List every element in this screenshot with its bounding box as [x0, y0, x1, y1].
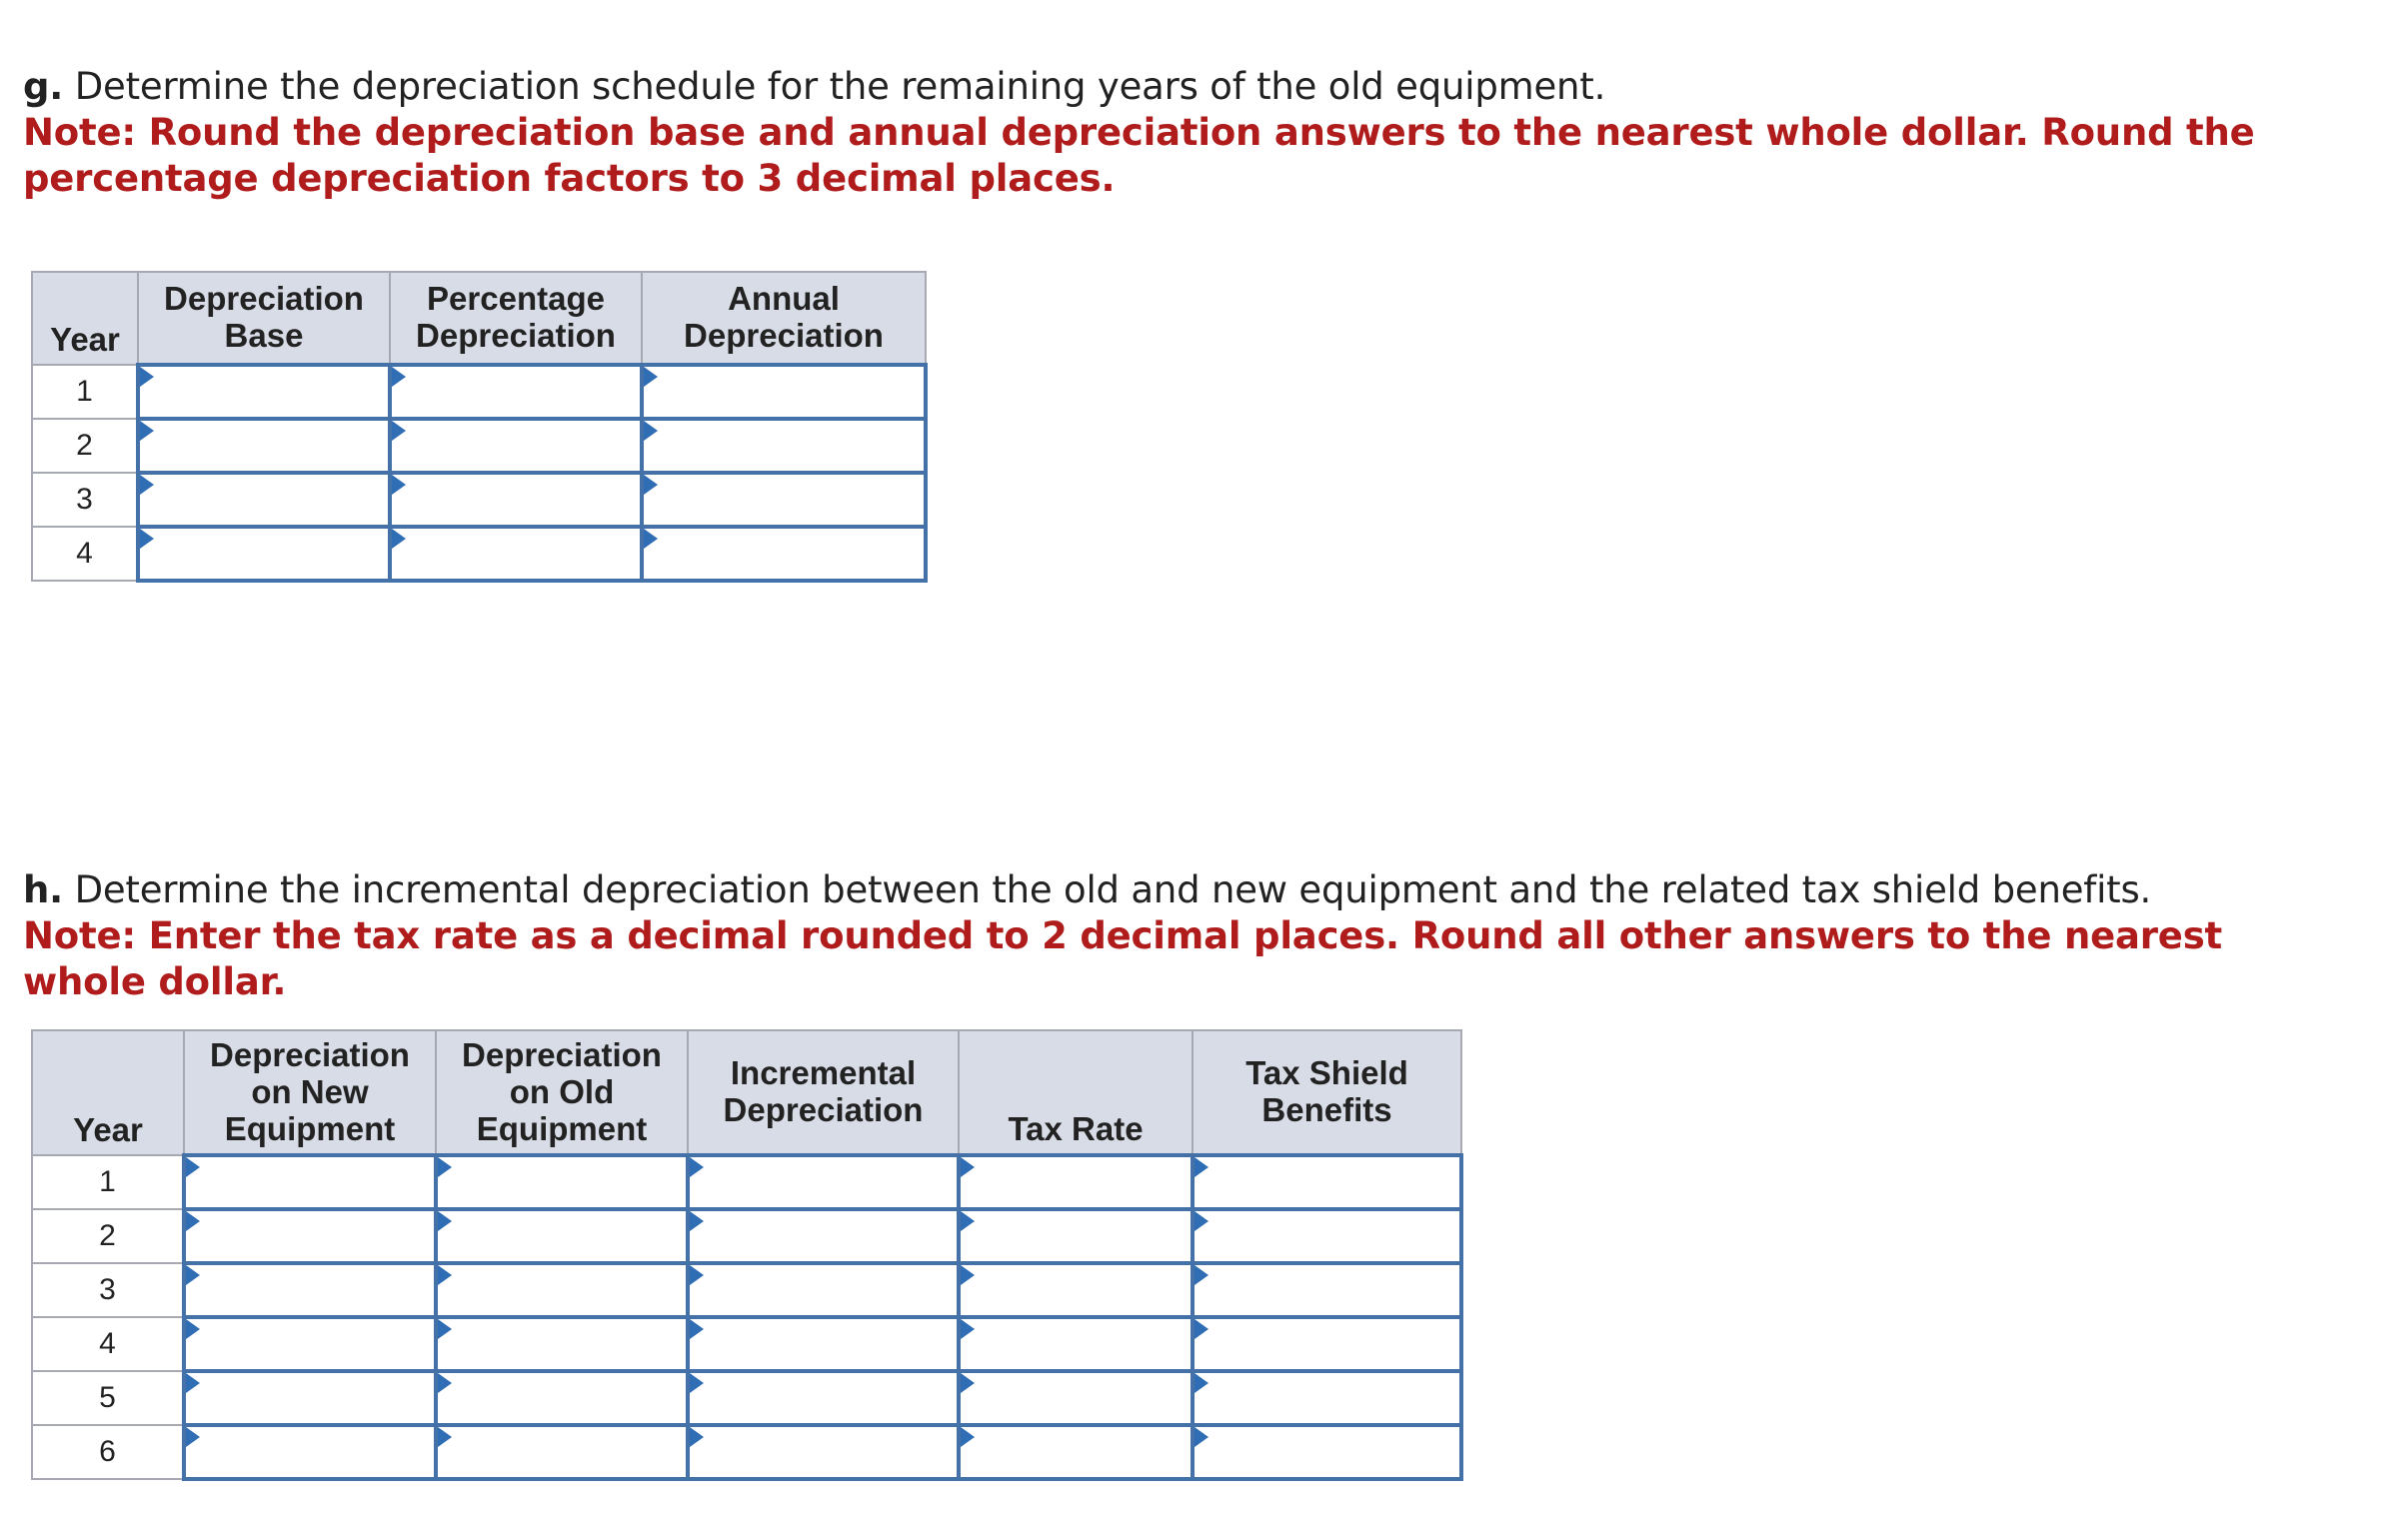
depreciation-old-cell — [436, 1425, 688, 1479]
depreciation-new-input[interactable] — [186, 1427, 434, 1477]
section-g-note: Note: Round the depreciation base and annual depreciation answers to the nearest whole dollar. Round the percentage depreciation factors to 3 decimal places. — [23, 111, 2255, 200]
tax-shield-benefits-cell — [1193, 1209, 1461, 1263]
tax-shield-benefits-input[interactable] — [1195, 1211, 1459, 1261]
tax-rate-cell — [959, 1371, 1193, 1425]
table-row — [32, 1155, 1461, 1209]
tax-shield-benefits-cell — [1193, 1263, 1461, 1317]
table-row — [32, 419, 926, 473]
year-cell: 3 — [32, 473, 138, 527]
depreciation-new-input[interactable] — [186, 1265, 434, 1315]
tax-rate-input[interactable] — [961, 1427, 1191, 1477]
table-row — [32, 527, 926, 581]
depreciation-old-input[interactable] — [438, 1427, 686, 1477]
depreciation-new-cell — [184, 1155, 436, 1209]
depreciation-old-cell — [436, 1155, 688, 1209]
tax-shield-benefits-input[interactable] — [1195, 1157, 1459, 1207]
annual-depreciation-input[interactable] — [644, 529, 924, 579]
percentage-depreciation-input[interactable] — [392, 421, 640, 471]
annual-depreciation-cell — [642, 527, 926, 581]
percentage-depreciation-cell — [390, 473, 642, 527]
tax-rate-input[interactable] — [961, 1373, 1191, 1423]
depreciation-base-cell — [138, 473, 390, 527]
incremental-depreciation-input[interactable] — [690, 1427, 957, 1477]
annual-depreciation-column-header: Annual Depreciation — [642, 272, 926, 365]
depreciation-schedule-table — [31, 271, 928, 583]
annual-depreciation-cell — [642, 473, 926, 527]
year-cell: 3 — [32, 1263, 184, 1317]
incremental-depreciation-column-header: Incremental Depreciation — [688, 1030, 959, 1155]
year-cell: 6 — [32, 1425, 184, 1479]
depreciation-base-input[interactable] — [140, 367, 388, 417]
depreciation-old-cell — [436, 1263, 688, 1317]
year-column-header: Year — [32, 1030, 184, 1155]
year-cell: 5 — [32, 1371, 184, 1425]
table-row — [32, 1317, 1461, 1371]
tax-rate-input[interactable] — [961, 1157, 1191, 1207]
table-row — [32, 1209, 1461, 1263]
tax-rate-column-header: Tax Rate — [959, 1030, 1193, 1155]
table-header-row — [32, 272, 926, 365]
depreciation-base-column-header: Depreciation Base — [138, 272, 390, 365]
table-row — [32, 1371, 1461, 1425]
percentage-depreciation-cell — [390, 419, 642, 473]
year-cell: 1 — [32, 1155, 184, 1209]
incremental-depreciation-input[interactable] — [690, 1265, 957, 1315]
depreciation-new-cell — [184, 1263, 436, 1317]
tax-shield-column-header: Tax Shield Benefits — [1193, 1030, 1461, 1155]
section-h-prompt — [23, 867, 2322, 1005]
depreciation-base-cell — [138, 365, 390, 419]
section-g-letter: g. — [23, 65, 64, 108]
depreciation-base-input[interactable] — [140, 421, 388, 471]
tax-shield-benefits-cell — [1193, 1317, 1461, 1371]
incremental-depreciation-cell — [688, 1209, 959, 1263]
depreciation-new-input[interactable] — [186, 1319, 434, 1369]
incremental-depreciation-cell — [688, 1317, 959, 1371]
tax-rate-input[interactable] — [961, 1319, 1191, 1369]
incremental-depreciation-cell — [688, 1425, 959, 1479]
depreciation-old-input[interactable] — [438, 1373, 686, 1423]
depreciation-new-input[interactable] — [186, 1211, 434, 1261]
year-cell: 2 — [32, 1209, 184, 1263]
table-row — [32, 473, 926, 527]
table-row — [32, 1263, 1461, 1317]
annual-depreciation-input[interactable] — [644, 367, 924, 417]
depreciation-new-input[interactable] — [186, 1157, 434, 1207]
depreciation-old-cell — [436, 1317, 688, 1371]
section-g-instruction-text: Determine the depreciation schedule for the remaining years of the old equipment. — [74, 65, 1606, 108]
table-header-row — [32, 1030, 1461, 1155]
section-h-letter: h. — [23, 868, 63, 911]
depreciation-base-cell — [138, 527, 390, 581]
tax-rate-cell — [959, 1263, 1193, 1317]
section-h-instruction — [23, 867, 2322, 913]
depreciation-new-cell — [184, 1317, 436, 1371]
table-row — [32, 365, 926, 419]
depreciation-old-input[interactable] — [438, 1319, 686, 1369]
section-g-instruction — [23, 64, 2322, 110]
depreciation-old-cell — [436, 1371, 688, 1425]
annual-depreciation-cell — [642, 365, 926, 419]
incremental-depreciation-table — [31, 1029, 1463, 1481]
year-cell: 4 — [32, 1317, 184, 1371]
tax-rate-input[interactable] — [961, 1211, 1191, 1261]
tax-rate-cell — [959, 1425, 1193, 1479]
tax-rate-cell — [959, 1155, 1193, 1209]
percentage-depreciation-input[interactable] — [392, 475, 640, 525]
depreciation-new-input[interactable] — [186, 1373, 434, 1423]
year-cell: 4 — [32, 527, 138, 581]
depreciation-old-input[interactable] — [438, 1157, 686, 1207]
tax-shield-benefits-input[interactable] — [1195, 1373, 1459, 1423]
depreciation-old-cell — [436, 1209, 688, 1263]
incremental-depreciation-cell — [688, 1371, 959, 1425]
tax-shield-benefits-cell — [1193, 1155, 1461, 1209]
depreciation-base-input[interactable] — [140, 529, 388, 579]
depreciation-new-cell — [184, 1425, 436, 1479]
section-h-note: Note: Enter the tax rate as a decimal rounded to 2 decimal places. Round all other answers to the nearest whole dollar. — [23, 914, 2223, 1003]
table-row — [32, 1425, 1461, 1479]
incremental-depreciation-input[interactable] — [690, 1319, 957, 1369]
percentage-depreciation-cell — [390, 527, 642, 581]
depreciation-old-input[interactable] — [438, 1265, 686, 1315]
section-g-prompt — [23, 64, 2322, 202]
depreciation-new-cell — [184, 1371, 436, 1425]
percentage-depreciation-column-header: Percentage Depreciation — [390, 272, 642, 365]
depreciation-new-column-header: Depreciation on New Equipment — [184, 1030, 436, 1155]
year-column-header: Year — [32, 272, 138, 365]
depreciation-base-cell — [138, 419, 390, 473]
percentage-depreciation-cell — [390, 365, 642, 419]
incremental-depreciation-input[interactable] — [690, 1157, 957, 1207]
tax-shield-benefits-cell — [1193, 1371, 1461, 1425]
depreciation-base-input[interactable] — [140, 475, 388, 525]
annual-depreciation-input[interactable] — [644, 421, 924, 471]
tax-rate-cell — [959, 1209, 1193, 1263]
tax-rate-input[interactable] — [961, 1265, 1191, 1315]
annual-depreciation-cell — [642, 419, 926, 473]
annual-depreciation-input[interactable] — [644, 475, 924, 525]
depreciation-old-input[interactable] — [438, 1211, 686, 1261]
percentage-depreciation-input[interactable] — [392, 367, 640, 417]
incremental-depreciation-cell — [688, 1155, 959, 1209]
tax-shield-benefits-input[interactable] — [1195, 1319, 1459, 1369]
percentage-depreciation-input[interactable] — [392, 529, 640, 579]
depreciation-new-cell — [184, 1209, 436, 1263]
year-cell: 2 — [32, 419, 138, 473]
year-cell: 1 — [32, 365, 138, 419]
incremental-depreciation-input[interactable] — [690, 1211, 957, 1261]
tax-shield-benefits-input[interactable] — [1195, 1265, 1459, 1315]
tax-shield-benefits-cell — [1193, 1425, 1461, 1479]
incremental-depreciation-cell — [688, 1263, 959, 1317]
incremental-depreciation-input[interactable] — [690, 1373, 957, 1423]
depreciation-old-column-header: Depreciation on Old Equipment — [436, 1030, 688, 1155]
tax-rate-cell — [959, 1317, 1193, 1371]
tax-shield-benefits-input[interactable] — [1195, 1427, 1459, 1477]
section-h-instruction-text: Determine the incremental depreciation between the old and new equipment and the related tax shield benefits. — [74, 868, 2152, 911]
